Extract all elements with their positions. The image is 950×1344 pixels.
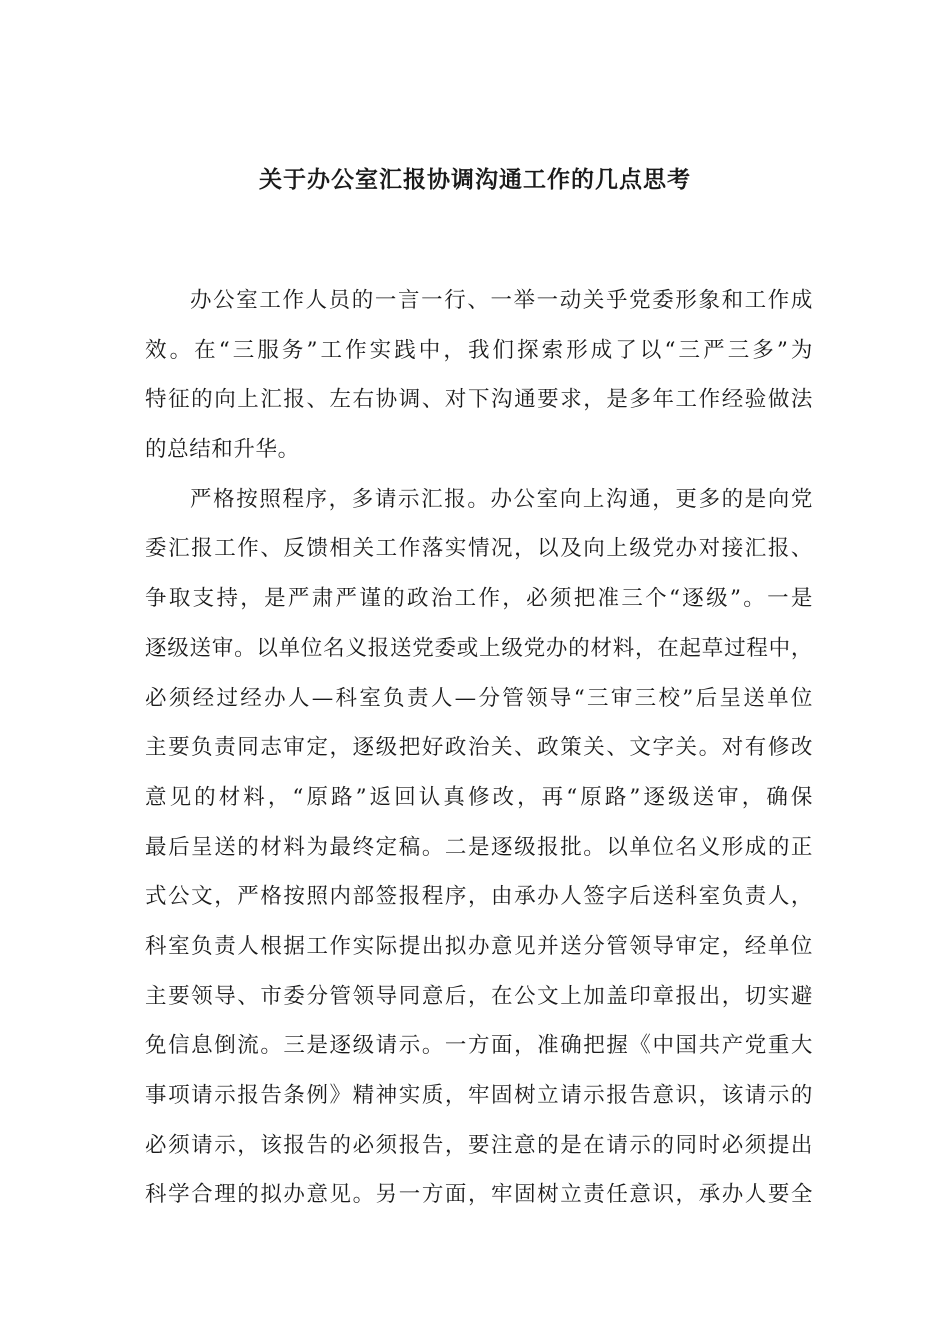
paragraph-1-line-3: 特征的向上汇报、左右协调、对下沟通要求，是多年工作经验做法 <box>145 387 813 413</box>
paragraph-2-line-14: 必须请示，该报告的必须报告，要注意的是在请示的同时必须提出 <box>145 1132 813 1158</box>
document-title: 关于办公室汇报协调沟通工作的几点思考 <box>259 166 691 193</box>
document-body <box>145 276 813 1220</box>
paragraph-2-line-12: 免信息倒流。三是逐级请示。一方面，准确把握《中国共产党重大 <box>145 1033 813 1059</box>
paragraph-2-line-13: 事项请示报告条例》精神实质，牢固树立请示报告意识，该请示的 <box>145 1083 813 1108</box>
paragraph-1-line-1: 办公室工作人员的一言一行、一举一动关乎党委形象和工作成 <box>190 288 813 313</box>
paragraph-2-line-8: 最后呈送的材料为最终定稿。二是逐级报批。以单位名义形成的正 <box>145 834 813 860</box>
paragraph-2-line-4: 逐级送审。以单位名义报送党委或上级党办的材料，在起草过程中， <box>145 635 813 661</box>
paragraph-2-line-1: 严格按照程序，多请示汇报。办公室向上沟通，更多的是向党 <box>190 486 813 512</box>
paragraph-1-line-4: 的总结和升华。 <box>145 437 300 463</box>
paragraph-2-line-3: 争取支持，是严肃严谨的政治工作，必须把准三个“逐级”。一是 <box>145 586 813 612</box>
paragraph-2-line-5: 必须经过经办人—科室负责人—分管领导“三审三校”后呈送单位 <box>145 685 813 711</box>
paragraph-2-line-15: 科学合理的拟办意见。另一方面，牢固树立责任意识，承办人要全 <box>145 1182 813 1208</box>
paragraph-2-line-11: 主要领导、市委分管领导同意后，在公文上加盖印章报出，切实避 <box>145 983 813 1009</box>
paragraph-2-line-6: 主要负责同志审定，逐级把好政治关、政策关、文字关。对有修改 <box>145 735 813 761</box>
paragraph-1-line-2: 效。在“三服务”工作实践中，我们探索形成了以“三严三多”为 <box>145 337 813 363</box>
paragraph-2-line-9: 式公文，严格按照内部签报程序，由承办人签字后送科室负责人， <box>145 884 813 910</box>
paragraph-2-line-10: 科室负责人根据工作实际提出拟办意见并送分管领导审定，经单位 <box>145 933 813 959</box>
paragraph-2-line-2: 委汇报工作、反馈相关工作落实情况，以及向上级党办对接汇报、 <box>145 536 813 562</box>
paragraph-2-line-7: 意见的材料，“原路”返回认真修改，再“原路”逐级送审，确保 <box>145 784 813 810</box>
